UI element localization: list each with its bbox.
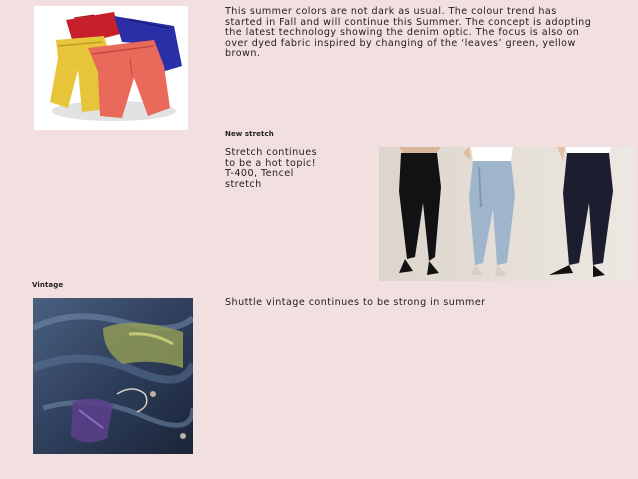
new-stretch-heading: New stretch (225, 130, 274, 138)
skinny-jeans-illustration (379, 147, 635, 281)
vintage-denim-illustration (33, 298, 193, 454)
colored-jeans-photo (34, 6, 188, 130)
summer-colors-paragraph: This summer colors are not dark as usual. The colour trend has started in Fall and will continue this Summer. The concept is adopting the latest technology showing the denim optic. The focus is also on over dyed fabric inspired by changing of the ‘leaves’ green, yellow brown. (225, 6, 592, 60)
vintage-heading: Vintage (32, 281, 64, 289)
new-stretch-paragraph: Stretch continues to be a hot topic! T-400, Tencel stretch (225, 147, 318, 190)
vintage-denim-photo (33, 298, 193, 454)
colored-jeans-illustration (34, 6, 188, 130)
skinny-jeans-models-photo (379, 147, 635, 281)
vintage-paragraph: Shuttle vintage continues to be strong in summer (225, 297, 486, 308)
